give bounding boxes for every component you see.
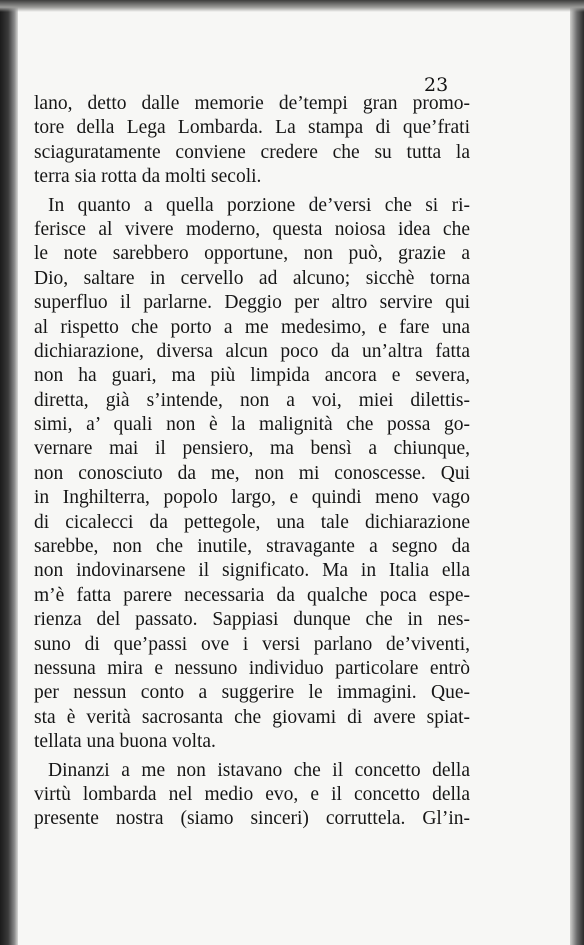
text-line: lano, detto dalle memorie de’tempi gran promo-: [34, 93, 470, 114]
text-line: nessuna mira e nessuno individuo particolare entrò: [34, 657, 470, 679]
paragraph: [34, 759, 470, 832]
text-line: simi, a’ quali non è la malignità che possa go-: [34, 414, 470, 436]
page-edge-top: [0, 0, 584, 12]
text-line: suno di que’passi ove i versi parlano de’viventi,: [34, 633, 470, 655]
text-line: presente nostra (siamo sinceri) corruttela. Gl’in-: [34, 808, 470, 830]
body-text: [34, 92, 470, 832]
text-line: sarebbe, non che inutile, stravagante a segno da: [34, 536, 470, 558]
text-line: non conosciuto da me, non mi conoscesse. Qui: [34, 462, 470, 484]
text-line: terra sia rotta da molti secoli.: [34, 166, 262, 188]
text-line: rienza del passato. Sappiasi dunque che in nes-: [34, 609, 470, 631]
paragraph: [34, 92, 470, 190]
text-line: dichiarazione, diversa alcun poco da un’altra fatta: [34, 340, 470, 362]
text-line: diretta, già s’intende, non a voi, miei dilettis-: [34, 389, 470, 411]
text-line: non indovinarsene il significato. Ma in Italia ella: [34, 560, 470, 582]
page-edge-right: [570, 0, 584, 945]
text-line: sta è verità sacrosanta che giovami di avere spiat-: [34, 706, 470, 728]
text-line: m’è fatta parere necessaria da qualche poca espe-: [34, 584, 470, 606]
text-line: le note sarebbero opportune, non può, grazie a: [34, 243, 470, 265]
text-line: superfluo il parlarne. Deggio per altro servire qui: [34, 292, 470, 314]
page-binding-left: [0, 0, 18, 945]
text-line: tore della Lega Lombarda. La stampa di que’frati: [34, 117, 470, 139]
text-line: sciaguratamente conviene credere che su tutta la: [34, 141, 470, 163]
page-number: 23: [424, 74, 449, 96]
text-line: non ha guari, ma più limpida ancora e severa,: [34, 365, 470, 387]
text-line: Dinanzi a me non istavano che il concetto della: [48, 759, 470, 781]
text-line: tellata una buona volta.: [34, 731, 216, 753]
text-line: In quanto a quella porzione de’versi che si ri-: [48, 194, 470, 216]
text-line: di cicalecci da pettegole, una tale dichiarazione: [34, 511, 470, 533]
paragraph: [34, 194, 470, 755]
text-line: ferisce al vivere moderno, questa noiosa idea che: [34, 218, 470, 240]
text-line: Dio, saltare in cervello ad alcuno; sicchè torna: [34, 267, 470, 289]
text-line: virtù lombarda nel medio evo, e il concetto della: [34, 783, 470, 805]
text-line: per nessun conto a suggerire le immagini. Que-: [34, 682, 470, 704]
text-line: al rispetto che porto a me medesimo, e fare una: [34, 316, 470, 338]
text-line: vernare mai il pensiero, ma bensì a chiunque,: [34, 438, 470, 460]
text-line: in Inghilterra, popolo largo, e quindi meno vago: [34, 487, 470, 509]
